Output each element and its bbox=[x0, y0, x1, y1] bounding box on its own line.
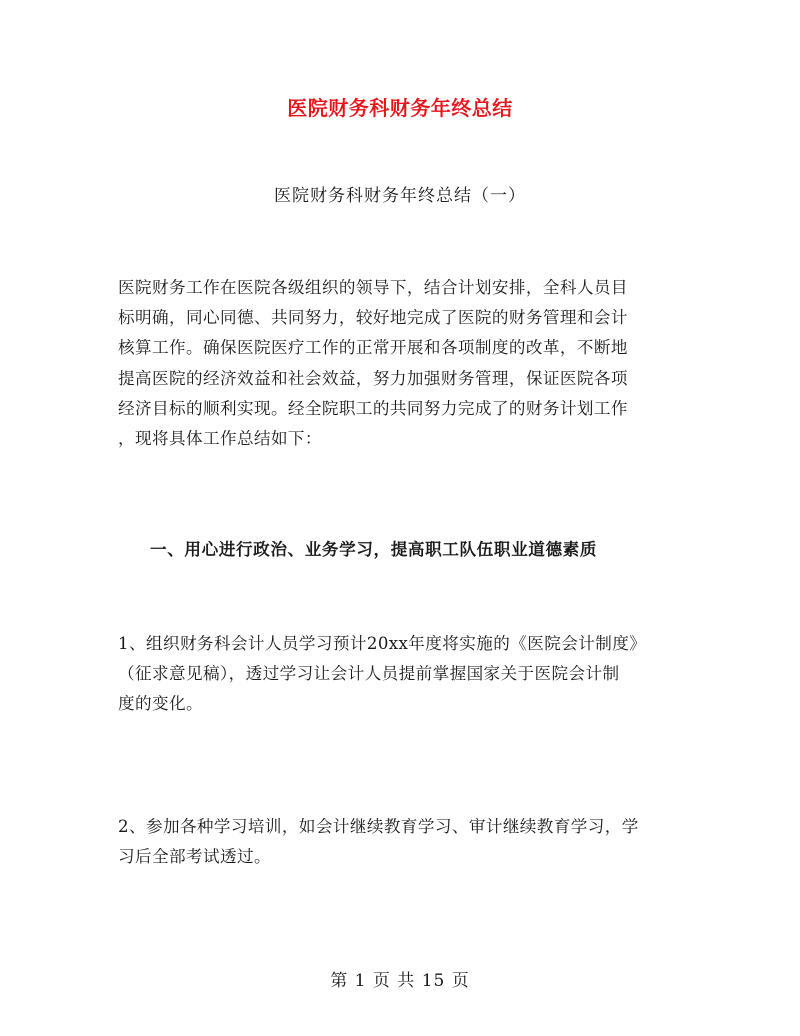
page-footer: 第 1 页 共 15 页 bbox=[330, 971, 470, 991]
item-1-paragraph bbox=[118, 629, 688, 720]
document-title: 医院财务科财务年终总结 bbox=[287, 96, 513, 120]
document-subtitle: 医院财务科财务年终总结（一） bbox=[274, 186, 526, 206]
paragraph-line: 经济目标的顺利实现。经全院职工的共同努力完成了的财务计划工作 bbox=[118, 398, 628, 418]
paragraph-line: 标明确，同心同德、共同努力，较好地完成了医院的财务管理和会计 bbox=[118, 308, 628, 328]
paragraph-line: （征求意见稿），透过学习让会计人员提前掌握国家关于医院会计制 bbox=[118, 664, 620, 684]
paragraph-line: 医院财务工作在医院各级组织的领导下，结合计划安排，全科人员目 bbox=[118, 278, 628, 297]
paragraph-line: 1、组织财务科会计人员学习预计20xx年度将实施的《医院会计制度》 bbox=[118, 634, 647, 653]
paragraph-line: 习后全部考试透过。 bbox=[118, 847, 271, 867]
paragraph-line: ，现将具体工作总结如下： bbox=[118, 429, 322, 449]
paragraph-line: 提高医院的经济效益和社会效益，努力加强财务管理，保证医院各项 bbox=[118, 368, 628, 388]
paragraph-line: 2、参加各种学习培训，如会计继续教育学习、审计继续教育学习，学 bbox=[118, 817, 639, 836]
item-2-paragraph bbox=[118, 812, 688, 872]
paragraph-line: 度的变化。 bbox=[118, 694, 203, 714]
paragraph-line: 核算工作。确保医院医疗工作的正常开展和各项制度的改革，不断地 bbox=[118, 338, 628, 358]
intro-paragraph bbox=[118, 273, 688, 454]
section-heading: 一、用心进行政治、业务学习，提高职工队伍职业道德素质 bbox=[150, 539, 598, 559]
